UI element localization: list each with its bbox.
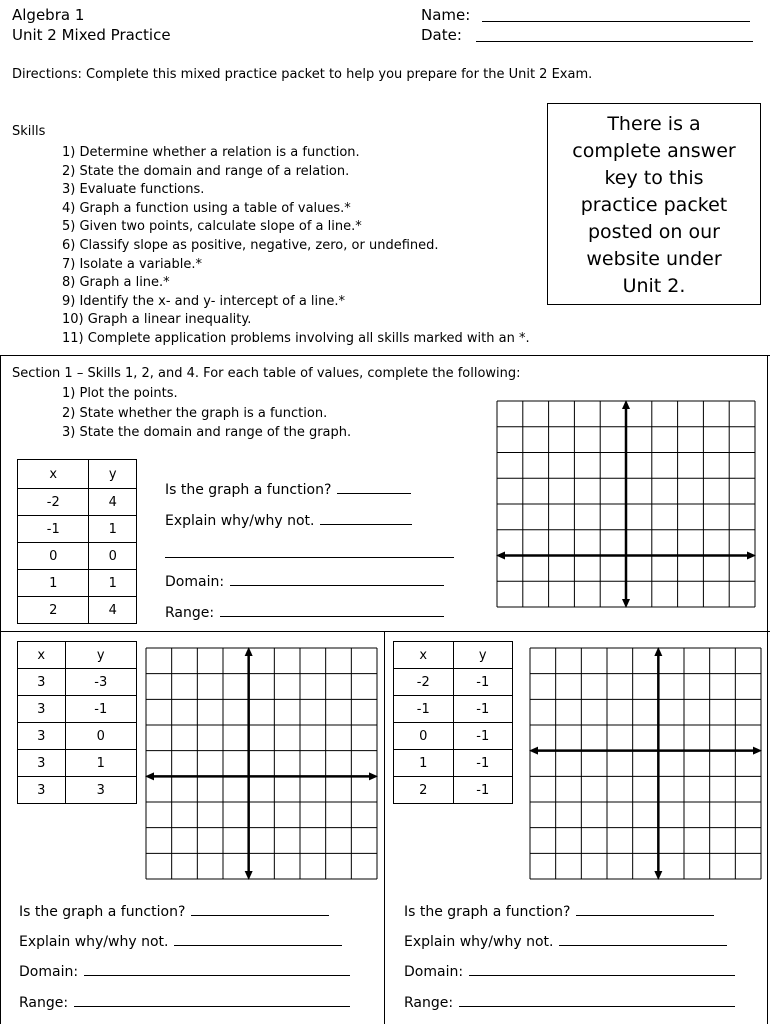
step-item: 2) State whether the graph is a function. bbox=[62, 405, 328, 421]
skills-heading: Skills bbox=[12, 124, 46, 139]
coordinate-grid[interactable] bbox=[529, 647, 762, 880]
table-cell: 4 bbox=[89, 489, 137, 516]
explain-question: Explain why/why not. bbox=[19, 932, 342, 950]
table-cell: 3 bbox=[65, 777, 137, 804]
answer-blank[interactable] bbox=[576, 902, 714, 916]
is-function-question: Is the graph a function? bbox=[404, 902, 714, 920]
answer-key-line: website under bbox=[586, 248, 722, 270]
is-function-question: Is the graph a function? bbox=[165, 480, 411, 498]
table-header: x bbox=[18, 642, 66, 669]
value-table bbox=[17, 459, 137, 624]
range-question: Range: bbox=[404, 993, 735, 1011]
section-top-border bbox=[0, 355, 770, 356]
answer-blank[interactable] bbox=[84, 962, 350, 976]
answer-key-line: Unit 2. bbox=[622, 275, 686, 297]
skill-item: 7) Isolate a variable.* bbox=[62, 256, 203, 272]
table-cell: 0 bbox=[89, 543, 137, 570]
range-question: Range: bbox=[19, 993, 350, 1011]
table-header: x bbox=[18, 460, 89, 489]
table-header: y bbox=[89, 460, 137, 489]
table-cell: -1 bbox=[453, 696, 513, 723]
domain-question: Domain: bbox=[165, 572, 444, 590]
table-cell: 4 bbox=[89, 597, 137, 624]
table-cell: 0 bbox=[65, 723, 137, 750]
answer-key-line: posted on our bbox=[587, 221, 720, 243]
table-cell: 3 bbox=[18, 723, 66, 750]
table-cell: 3 bbox=[18, 696, 66, 723]
section1-steps bbox=[62, 384, 351, 443]
table-cell: -1 bbox=[65, 696, 137, 723]
table-cell: 3 bbox=[18, 750, 66, 777]
table-cell: -1 bbox=[453, 723, 513, 750]
table-cell: 2 bbox=[394, 777, 454, 804]
explain-question: Explain why/why not. bbox=[404, 932, 727, 950]
answer-blank[interactable] bbox=[220, 603, 444, 617]
section1-heading: Section 1 – Skills 1, 2, and 4. For each table of values, complete the following: bbox=[12, 366, 521, 381]
date-field[interactable] bbox=[476, 41, 753, 42]
table-cell: -1 bbox=[18, 516, 89, 543]
skills-list bbox=[62, 144, 530, 349]
value-table bbox=[17, 641, 137, 804]
skill-item: 1) Determine whether a relation is a function. bbox=[62, 145, 360, 160]
explain-question: Explain why/why not. bbox=[165, 511, 412, 529]
table-cell: -1 bbox=[453, 777, 513, 804]
answer-key-line: There is a bbox=[607, 113, 701, 135]
answer-key-line: key to this bbox=[604, 167, 704, 189]
section-left-border bbox=[0, 355, 1, 1024]
table-cell: 0 bbox=[394, 723, 454, 750]
panel-divider bbox=[384, 631, 385, 1024]
section-divider bbox=[0, 631, 770, 632]
step-item: 1) Plot the points. bbox=[62, 386, 178, 401]
skill-item: 3) Evaluate functions. bbox=[62, 182, 205, 198]
explain-blank-line[interactable] bbox=[165, 557, 454, 558]
skill-item: 4) Graph a function using a table of values.* bbox=[62, 200, 351, 216]
table-header: x bbox=[394, 642, 454, 669]
answer-key-notice bbox=[547, 103, 761, 305]
step-item: 3) State the domain and range of the graph. bbox=[62, 425, 352, 440]
answer-blank[interactable] bbox=[459, 993, 735, 1007]
answer-blank[interactable] bbox=[320, 511, 412, 525]
skill-item: 8) Graph a line.* bbox=[62, 275, 170, 291]
directions-text: Directions: Complete this mixed practice packet to help you prepare for the Unit 2 Exam. bbox=[12, 67, 593, 82]
domain-question: Domain: bbox=[404, 962, 735, 980]
value-table bbox=[393, 641, 513, 804]
skill-item: 10) Graph a linear inequality. bbox=[62, 312, 252, 328]
course-title: Algebra 1 bbox=[12, 6, 85, 24]
skill-item: 11) Complete application problems involving all skills marked with an *. bbox=[62, 330, 530, 346]
table-cell: 3 bbox=[18, 669, 66, 696]
coordinate-grid[interactable] bbox=[145, 647, 378, 880]
answer-blank[interactable] bbox=[230, 572, 444, 586]
date-label: Date: bbox=[421, 26, 462, 44]
table-cell: -1 bbox=[453, 669, 513, 696]
table-header: y bbox=[453, 642, 513, 669]
table-cell: -1 bbox=[394, 696, 454, 723]
table-cell: 1 bbox=[89, 570, 137, 597]
table-cell: 0 bbox=[18, 543, 89, 570]
table-cell: 1 bbox=[89, 516, 137, 543]
coordinate-grid[interactable] bbox=[496, 400, 756, 608]
answer-blank[interactable] bbox=[559, 932, 727, 946]
table-cell: 3 bbox=[18, 777, 66, 804]
unit-title: Unit 2 Mixed Practice bbox=[12, 26, 171, 44]
answer-blank[interactable] bbox=[174, 932, 342, 946]
skill-item: 2) State the domain and range of a relation. bbox=[62, 163, 350, 179]
section-right-border bbox=[767, 355, 768, 1024]
skill-item: 6) Classify slope as positive, negative, zero, or undefined. bbox=[62, 237, 439, 253]
table-cell: 2 bbox=[18, 597, 89, 624]
domain-question: Domain: bbox=[19, 962, 350, 980]
answer-blank[interactable] bbox=[469, 962, 735, 976]
skill-item: 9) Identify the x- and y- intercept of a line.* bbox=[62, 293, 346, 309]
answer-blank[interactable] bbox=[337, 480, 411, 494]
table-cell: 1 bbox=[65, 750, 137, 777]
table-cell: -1 bbox=[453, 750, 513, 777]
table-cell: -3 bbox=[65, 669, 137, 696]
answer-key-line: complete answer bbox=[572, 140, 736, 162]
table-cell: -2 bbox=[394, 669, 454, 696]
table-cell: 1 bbox=[394, 750, 454, 777]
is-function-question: Is the graph a function? bbox=[19, 902, 329, 920]
answer-blank[interactable] bbox=[191, 902, 329, 916]
table-cell: -2 bbox=[18, 489, 89, 516]
range-question: Range: bbox=[165, 603, 444, 621]
table-cell: 1 bbox=[18, 570, 89, 597]
table-header: y bbox=[65, 642, 137, 669]
answer-blank[interactable] bbox=[74, 993, 350, 1007]
name-field[interactable] bbox=[482, 21, 750, 22]
skill-item: 5) Given two points, calculate slope of a line.* bbox=[62, 219, 362, 235]
answer-key-line: practice packet bbox=[580, 194, 728, 216]
name-label: Name: bbox=[421, 6, 471, 24]
